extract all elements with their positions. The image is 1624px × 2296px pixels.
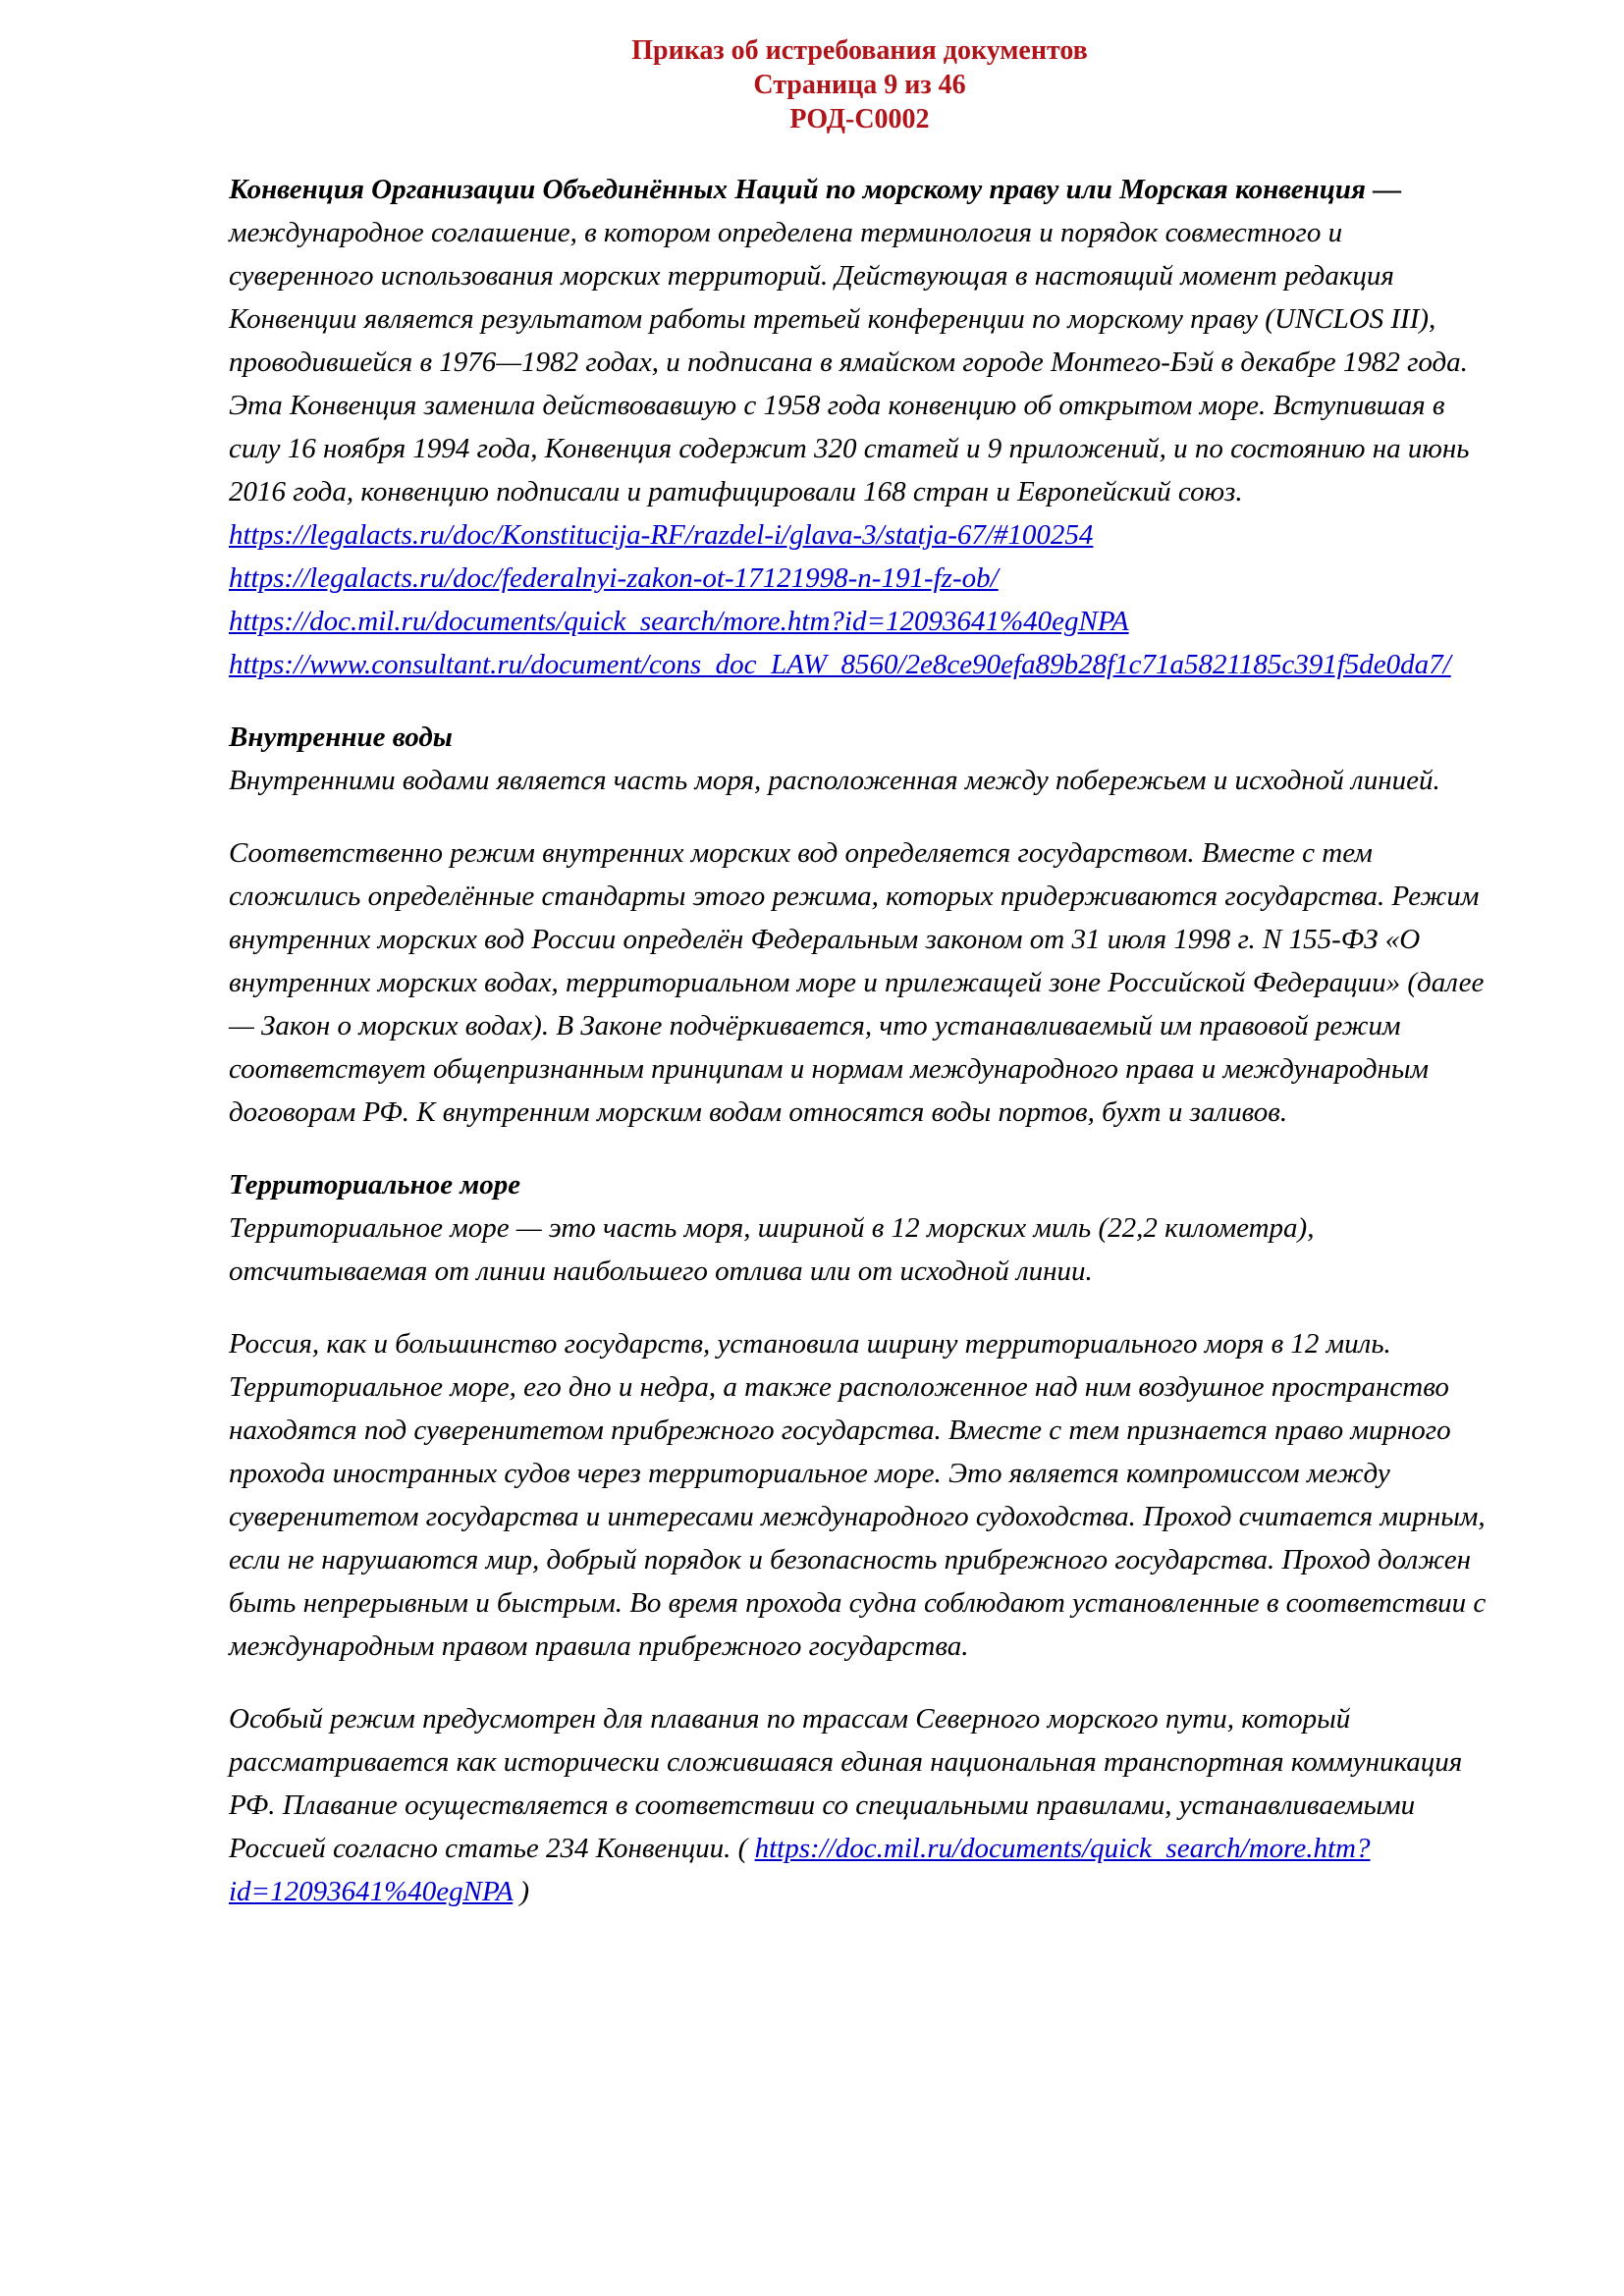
final-paragraph-suffix: ) <box>513 1876 530 1907</box>
final-paragraph <box>229 1697 1490 1913</box>
link-consultant-cons-doc[interactable]: https://www.consultant.ru/document/cons_doc_LAW_8560/2e8ce90efa89b28f1c71a5821185c391f5de0da7/ <box>229 649 1451 680</box>
link-doc-mil-inline[interactable]: https://doc.mil.ru/documents/quick_search/more.htm?id=12093641%40egNPA <box>229 1833 1371 1907</box>
section-territorial-sea-text: Территориальное море — это часть моря, шириной в 12 морских миль (22,2 километра), отсчитываемая от линии наибольшего отлива или от исходной линии. <box>229 1212 1315 1287</box>
final-paragraph-text: Особый режим предусмотрен для плавания по трассам Северного морского пути, который рассматривается как исторически сложившаяся единая национальная транспортная коммуникация РФ. Плавание осуществляется в соответствии со специальными правилами, устанавливаемыми Россией согласно статье 234 Конвенции. ( <box>229 1703 1463 1864</box>
header-title: Приказ об истребования документов <box>631 35 1088 66</box>
section-internal-waters-text: Внутренними водами является часть моря, расположенная между побережьем и исходной линией. <box>229 765 1440 796</box>
intro-paragraph <box>229 168 1490 513</box>
document-header <box>229 33 1490 136</box>
intro-bold-lead: Конвенция Организации Объединённых Наций по морскому праву или Морская конвенция — <box>229 174 1402 205</box>
reference-links <box>229 513 1490 686</box>
section-territorial-sea <box>229 1163 1490 1293</box>
link-legalacts-konstitucija[interactable]: https://legalacts.ru/doc/Konstitucija-RF/razdel-i/glava-3/statja-67/#100254 <box>229 519 1094 551</box>
paragraph-territorial-sea-details: Россия, как и большинство государств, установила ширину территориального моря в 12 миль. Территориальное море, его дно и недра, а также расположенное над ним воздушное пространство находятся под суверенитетом прибрежного государства. Вместе с тем признается право мирного прохода иностранных судов через территориальное море. Это является компромиссом между суверенитетом государства и интересами международного судоходства. Проход считается мирным, если не нарушаются мир, добрый порядок и безопасность прибрежного государства. Проход должен быть непрерывным и быстрым. Во время прохода судна соблюдают установленные в соответствии с международным правом правила прибрежного государства. <box>229 1328 1487 1662</box>
intro-text: международное соглашение, в котором определена терминология и порядок совместного и суверенного использования морских территорий. Действующая в настоящий момент редакция Конвенции является результатом работы третьей конференции по морскому праву (UNCLOS III), проводившейся в 1976—1982 годах, и подписана в ямайском городе Монтего-Бэй в декабре 1982 года. Эта Конвенция заменила действовавшую с 1958 года конвенцию об открытом море. Вступившая в силу 16 ноября 1994 года, Конвенция содержит 320 статей и 9 приложений, и по состоянию на июнь 2016 года, конвенцию подписали и ратифицировали 168 стран и Европейский союз. <box>229 217 1470 507</box>
section-territorial-sea-heading: Территориальное море <box>229 1169 521 1201</box>
link-doc-mil-quick-search[interactable]: https://doc.mil.ru/documents/quick_search/more.htm?id=12093641%40egNPA <box>229 606 1129 637</box>
paragraph-internal-waters-regime: Соответственно режим внутренних морских вод определяется государством. Вместе с тем сложились определённые стандарты этого режима, которых придерживаются государства. Режим внутренних морских вод России определён Федеральным законом от 31 июля 1998 г. N 155-ФЗ «О внутренних морских водах, территориальном море и прилежащей зоне Российской Федерации» (далее — Закон о морских водах). В Законе подчёркивается, что устанавливаемый им правовой режим соответствует общепризнанным принципам и нормам международного права и международным договорам РФ. К внутренним морским водам относятся воды портов, бухт и заливов. <box>229 837 1485 1128</box>
document-body <box>229 168 1490 1913</box>
section-internal-waters-heading: Внутренние воды <box>229 721 453 753</box>
header-page-indicator: Страница 9 из 46 <box>753 70 966 100</box>
link-legalacts-federalnyi-zakon[interactable]: https://legalacts.ru/doc/federalnyi-zakon-ot-17121998-n-191-fz-ob/ <box>229 562 999 594</box>
header-doc-code: РОД-С0002 <box>789 104 930 134</box>
section-internal-waters <box>229 716 1490 802</box>
